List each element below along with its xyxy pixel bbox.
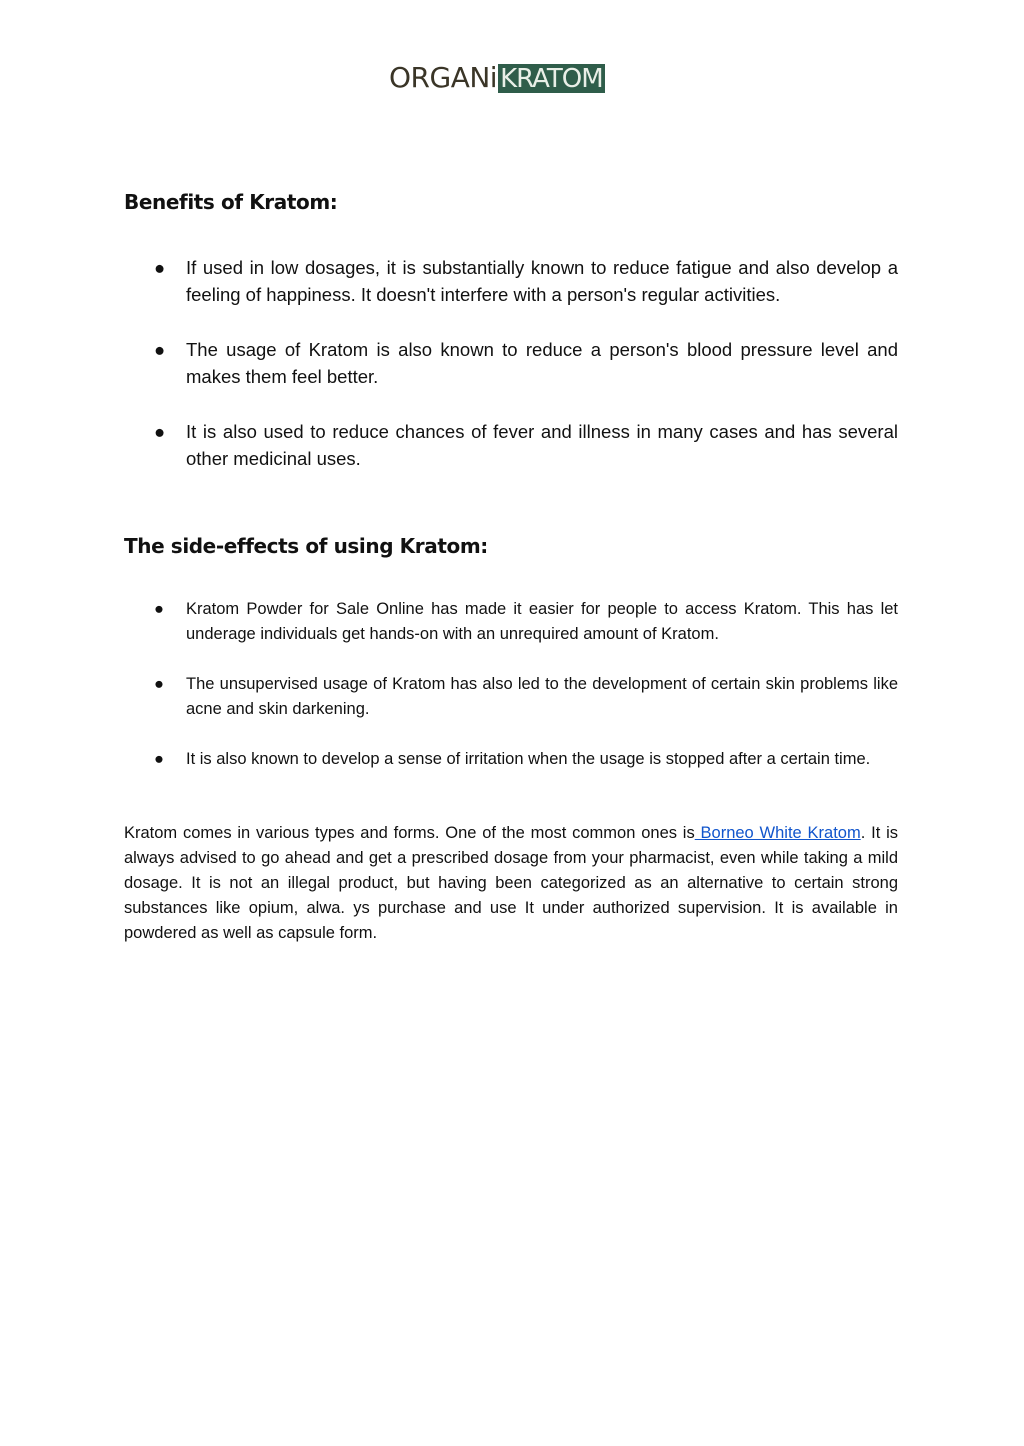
side-effects-list <box>124 597 898 797</box>
list-item <box>124 597 898 647</box>
list-item <box>124 336 898 390</box>
list-item <box>124 418 898 472</box>
side-effects-heading: The side-effects of using Kratom: <box>124 534 488 558</box>
benefits-heading: Benefits of Kratom: <box>124 190 338 214</box>
bullet-icon: ● <box>154 750 164 768</box>
bullet-icon: ● <box>154 421 166 442</box>
list-item <box>124 254 898 308</box>
paragraph-text-end: . It is always advised to go ahead and get a prescribed dosage from your pharmacist, even while taking a mild dosage. It is not an illegal product, but having been categorized as an alternative to certain strong substances like opium, alwa. ys purchase and use It under authorized supervision. It is available in powdered as well as capsule form. <box>124 824 899 942</box>
paragraph-text-start: Kratom comes in various types and forms. One of the most common ones is <box>124 824 695 842</box>
bullet-icon: ● <box>154 675 164 693</box>
side-effect-text: It is also known to develop a sense of irritation when the usage is stopped after a certain time. <box>186 750 871 768</box>
logo-text-kratom: KRATOM <box>500 63 603 94</box>
borneo-white-kratom-link[interactable]: Borneo White Kratom <box>694 824 861 842</box>
organikratom-logo <box>389 62 605 94</box>
bullet-icon: ● <box>154 257 166 278</box>
logo-text-organi: ORGANi <box>389 61 498 94</box>
bullet-icon: ● <box>154 339 166 360</box>
benefits-list <box>124 254 898 500</box>
closing-paragraph <box>124 821 898 946</box>
list-item <box>124 747 898 772</box>
bullet-icon: ● <box>154 600 164 618</box>
list-item <box>124 672 898 722</box>
side-effect-text: The unsupervised usage of Kratom has also led to the development of certain skin problems like acne and skin darkening. <box>186 675 898 718</box>
side-effect-text: Kratom Powder for Sale Online has made it easier for people to access Kratom. This has let underage individuals get hands-on with an unrequired amount of Kratom. <box>186 600 898 643</box>
benefit-text: If used in low dosages, it is substantially known to reduce fatigue and also develop a feeling of happiness. It doesn't interfere with a person's regular activities. <box>186 257 898 305</box>
benefit-text: The usage of Kratom is also known to reduce a person's blood pressure level and makes them feel better. <box>186 339 898 387</box>
benefit-text: It is also used to reduce chances of fever and illness in many cases and has several other medicinal uses. <box>186 421 898 469</box>
